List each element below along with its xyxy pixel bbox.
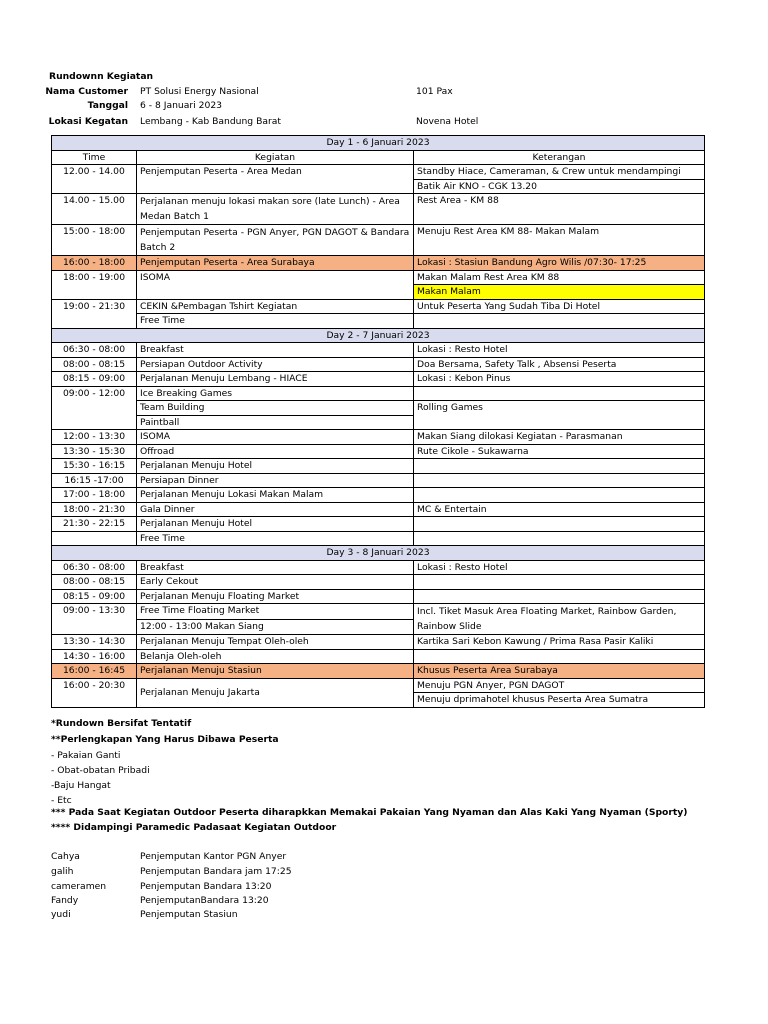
- activity-cell: Free Time Floating Market: [137, 604, 414, 620]
- note-equipment-heading: **Perlengkapan Yang Harus Dibawa Peserta: [51, 734, 279, 745]
- column-header-row: [52, 150, 705, 165]
- table-row: [52, 299, 705, 314]
- table-row: [52, 531, 705, 546]
- pax-count: 101 Pax: [416, 86, 453, 97]
- note-cell: Rute Cikole - Sukawarna: [414, 444, 705, 459]
- table-row-highlight: [52, 256, 705, 271]
- table-row: [52, 459, 705, 474]
- activity-cell: Perjalanan Menuju Hotel: [137, 517, 414, 532]
- time-cell: 13:30 - 14:30: [52, 635, 137, 650]
- note-cell: [414, 386, 705, 401]
- location-label: Lokasi Kegatan: [48, 116, 128, 127]
- time-cell: 16:00 - 16:45: [52, 664, 137, 679]
- document-title: Rundownn Kegiatan: [49, 71, 154, 82]
- note-cell: Menuju dprimahotel khusus Peserta Area Sumatra: [414, 693, 705, 708]
- note-cell: Batik Air KNO - CGK 13.20: [414, 179, 705, 194]
- activity-cell: CEKIN &Pembagan Tshirt Kegiatan: [137, 299, 414, 314]
- activity-cell: Perjalanan Menuju Jakarta: [137, 678, 414, 707]
- activity-cell: Paintball: [137, 415, 414, 430]
- customer-value: PT Solusi Energy Nasional: [140, 86, 259, 97]
- activity-cell: Free Time: [137, 531, 414, 546]
- note-cell: [414, 488, 705, 503]
- rundown-table: [51, 135, 705, 708]
- activity-cell: Perjalanan menuju lokasi makan sore (late Lunch) - Area Medan Batch 1: [137, 194, 414, 225]
- time-cell: 16:00 - 18:00: [52, 256, 137, 271]
- note-cell: [414, 459, 705, 474]
- note-cell: Doa Bersama, Safety Talk , Absensi Peserta: [414, 357, 705, 372]
- table-row: [52, 357, 705, 372]
- table-row: [52, 488, 705, 503]
- note-cell: Lokasi : Resto Hotel: [414, 560, 705, 575]
- time-cell: 14.00 - 15.00: [52, 194, 137, 225]
- list-item: - Etc: [51, 795, 72, 806]
- col-time-header: Time: [52, 150, 137, 165]
- note-cell: Lokasi : Resto Hotel: [414, 343, 705, 358]
- crew-task: Penjemputan Stasiun: [140, 909, 238, 920]
- activity-cell: Penjemputan Peserta - PGN Anyer, PGN DAGOT & Bandara Batch 2: [137, 225, 414, 256]
- time-cell: 09:00 - 13:30: [52, 604, 137, 635]
- date-value: 6 - 8 Januari 2023: [140, 100, 223, 111]
- time-cell: 06:30 - 08:00: [52, 343, 137, 358]
- note-cell: [414, 314, 705, 329]
- activity-cell: Offroad: [137, 444, 414, 459]
- time-cell: 08:15 - 09:00: [52, 372, 137, 387]
- table-row: [52, 635, 705, 650]
- crew-name: yudi: [51, 909, 71, 920]
- table-row: [52, 194, 705, 225]
- note-tentative: *Rundown Bersifat Tentatif: [51, 718, 192, 729]
- crew-name: cameramen: [51, 881, 107, 892]
- note-cell: [414, 575, 705, 590]
- time-cell: 16:00 - 20:30: [52, 678, 137, 707]
- note-cell: Kartika Sari Kebon Kawung / Prima Rasa Pasir Kaliki: [414, 635, 705, 650]
- activity-cell: Team Building: [137, 401, 414, 416]
- list-item: - Pakaian Ganti: [51, 750, 121, 761]
- note-cell: Standby Hiace, Cameraman, & Crew untuk mendampingi: [414, 165, 705, 180]
- activity-cell: Perjalanan Menuju Lokasi Makan Malam: [137, 488, 414, 503]
- note-cell: Khusus Peserta Area Surabaya: [414, 664, 705, 679]
- note-cell: [414, 473, 705, 488]
- day1-header: Day 1 - 6 Januari 2023: [52, 136, 705, 151]
- time-cell: 08:15 - 09:00: [52, 589, 137, 604]
- note-cell: MC & Entertain: [414, 502, 705, 517]
- activity-cell: Persiapan Dinner: [137, 473, 414, 488]
- table-row: [52, 386, 705, 401]
- note-cell: Makan Siang dilokasi Kegiatan - Parasmanan: [414, 430, 705, 445]
- crew-task: Penjemputan Bandara 13:20: [140, 881, 272, 892]
- time-cell: 15:00 - 18:00: [52, 225, 137, 256]
- note-paramedic: **** Didampingi Paramedic Padasaat Kegiatan Outdoor: [51, 822, 337, 833]
- table-row: [52, 343, 705, 358]
- time-cell: 14:30 - 16:00: [52, 649, 137, 664]
- note-cell: [414, 649, 705, 664]
- col-notes-header: Keterangan: [414, 150, 705, 165]
- activity-cell: Perjalanan Menuju Tempat Oleh-oleh: [137, 635, 414, 650]
- note-cell: Menuju PGN Anyer, PGN DAGOT: [414, 678, 705, 693]
- table-row: [52, 502, 705, 517]
- table-row: [52, 604, 705, 620]
- table-row: [52, 314, 705, 329]
- note-cell: Lokasi : Stasiun Bandung Agro Wilis /07:30- 17:25: [414, 256, 705, 271]
- activity-cell: Persiapan Outdoor Activity: [137, 357, 414, 372]
- crew-task: Penjemputan Kantor PGN Anyer: [140, 851, 287, 862]
- time-cell: 17:00 - 18:00: [52, 488, 137, 503]
- activity-cell: Breakfast: [137, 343, 414, 358]
- table-row: [52, 270, 705, 285]
- crew-name: Cahya: [51, 851, 80, 862]
- activity-cell: Perjalanan Menuju Hotel: [137, 459, 414, 474]
- activity-cell: ISOMA: [137, 430, 414, 445]
- time-cell: 15:30 - 16:15: [52, 459, 137, 474]
- list-item: - Obat-obatan Pribadi: [51, 765, 150, 776]
- note-cell: Incl. Tiket Masuk Area Floating Market, Rainbow Garden, Rainbow Slide: [414, 604, 705, 635]
- table-row: [52, 430, 705, 445]
- table-row: [52, 401, 705, 416]
- time-cell: 19:00 - 21:30: [52, 299, 137, 328]
- table-row: [52, 165, 705, 180]
- table-row: [52, 225, 705, 256]
- col-activity-header: Kegiatan: [137, 150, 414, 165]
- table-row: [52, 444, 705, 459]
- time-cell: 18:00 - 19:00: [52, 270, 137, 299]
- list-item: -Baju Hangat: [51, 780, 111, 791]
- crew-task: PenjemputanBandara 13:20: [140, 895, 269, 906]
- note-cell: Rest Area - KM 88: [414, 194, 705, 225]
- note-cell: Makan Malam Rest Area KM 88: [414, 270, 705, 285]
- crew-task: Penjemputan Bandara jam 17:25: [140, 866, 292, 877]
- table-row: [52, 589, 705, 604]
- time-cell: 09:00 - 12:00: [52, 386, 137, 430]
- time-cell: 08:00 - 08:15: [52, 575, 137, 590]
- activity-cell: Breakfast: [137, 560, 414, 575]
- activity-cell: Perjalanan Menuju Floating Market: [137, 589, 414, 604]
- table-row: [52, 473, 705, 488]
- note-cell: Menuju Rest Area KM 88- Makan Malam: [414, 225, 705, 256]
- time-cell: 13:30 - 15:30: [52, 444, 137, 459]
- time-cell: 21:30 - 22:15: [52, 517, 137, 532]
- activity-cell: Ice Breaking Games: [137, 386, 414, 401]
- table-row: [52, 560, 705, 575]
- table-row: [52, 678, 705, 693]
- note-cell: [414, 531, 705, 546]
- crew-name: Fandy: [51, 895, 79, 906]
- note-outdoor-attire: *** Pada Saat Kegiatan Outdoor Peserta diharapkkan Memakai Pakaian Yang Nyaman dan Alas Kaki Yang Nyaman (Sporty): [51, 807, 688, 818]
- table-row: [52, 649, 705, 664]
- activity-cell: Penjemputan Peserta - Area Medan: [137, 165, 414, 194]
- customer-label: Nama Customer: [45, 86, 128, 97]
- activity-cell: Free Time: [137, 314, 414, 329]
- table-row: [52, 372, 705, 387]
- activity-cell: Belanja Oleh-oleh: [137, 649, 414, 664]
- note-cell: [414, 589, 705, 604]
- time-cell: 18:00 - 21:30: [52, 502, 137, 517]
- activity-cell: Perjalanan Menuju Stasiun: [137, 664, 414, 679]
- note-cell: Lokasi : Kebon Pinus: [414, 372, 705, 387]
- note-cell: Untuk Peserta Yang Sudah Tiba Di Hotel: [414, 299, 705, 314]
- time-cell: [52, 531, 137, 546]
- activity-cell: Perjalanan Menuju Lembang - HIACE: [137, 372, 414, 387]
- note-cell: Rolling Games: [414, 401, 705, 430]
- table-row-highlight: [52, 664, 705, 679]
- location-value: Lembang - Kab Bandung Barat: [140, 116, 282, 127]
- note-cell-highlight: Makan Malam: [414, 285, 705, 300]
- table-row: [52, 575, 705, 590]
- time-cell: 12.00 - 14.00: [52, 165, 137, 194]
- activity-cell: Gala Dinner: [137, 502, 414, 517]
- activity-cell: ISOMA: [137, 270, 414, 299]
- time-cell: 08:00 - 08:15: [52, 357, 137, 372]
- table-row: [52, 517, 705, 532]
- date-label: Tanggal: [87, 100, 128, 111]
- day2-header: Day 2 - 7 Januari 2023: [52, 328, 705, 343]
- note-cell: [414, 517, 705, 532]
- crew-name: galih: [51, 866, 74, 877]
- activity-cell: Penjemputan Peserta - Area Surabaya: [137, 256, 414, 271]
- activity-cell: 12:00 - 13:00 Makan Siang: [137, 619, 414, 635]
- time-cell: 06:30 - 08:00: [52, 560, 137, 575]
- hotel-name: Novena Hotel: [416, 116, 479, 127]
- day3-header: Day 3 - 8 Januari 2023: [52, 546, 705, 561]
- activity-cell: Early Cekout: [137, 575, 414, 590]
- time-cell: 12:00 - 13:30: [52, 430, 137, 445]
- time-cell: 16:15 -17:00: [52, 473, 137, 488]
